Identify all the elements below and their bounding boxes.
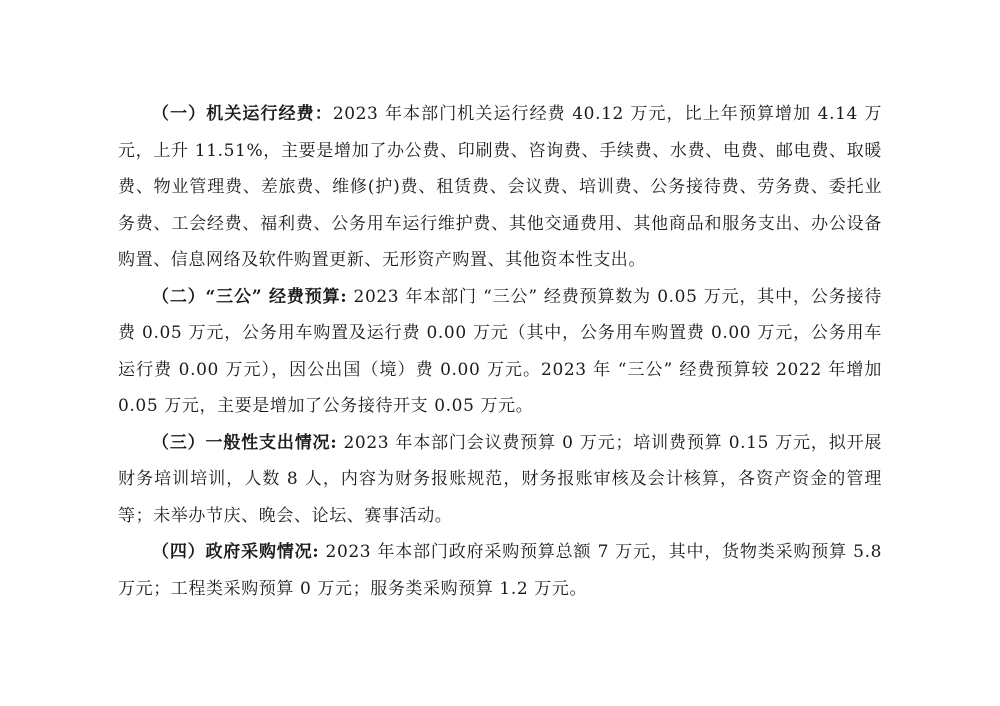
text-operating-expenses: 2023 年本部门机关运行经费 40.12 万元，比上年预算增加 4.14 万元，上升 11.51%，主要是增加了办公费、印刷费、咨询费、手续费、水费、电费、邮电费、取暖费、物业管理费、差旅费、维修(护)费、租赁费、会议费、培训费、公务接待费、劳务费、委托业务费、工会经费、福利费、公务用车运行维护费、其他交通费用、其他商品和服务支出、办公设备购置、信息网络及软件购置更新、无形资产购置、其他资本性支出。 — [118, 104, 883, 270]
paragraph-three-public-expenses — [118, 279, 882, 425]
heading-operating-expenses: （一）机关运行经费： — [152, 104, 333, 124]
text-general-expenditure: 2023 年本部门会议费预算 0 万元；培训费预算 0.15 万元，拟开展财务培训培训，人数 8 人，内容为财务报账规范，财务报账审核及会计核算，各资产资金的管理等；未举办节庆、晚会、论坛、赛事活动。 — [118, 432, 883, 526]
text-three-public-expenses: 2023 年本部门 “三公” 经费预算数为 0.05 万元，其中，公务接待费 0.05 万元，公务用车购置及运行费 0.00 万元（其中，公务用车购置费 0.00 万元，公务用车运行费 0.00 万元），因公出国（境）费 0.00 万元。2023 年 “三公” 经费预算较 2022 年增加 0.05 万元，主要是增加了公务接待开支 0.05 万元。 — [118, 286, 882, 416]
text-government-procurement: 2023 年本部门政府采购预算总额 7 万元，其中，货物类采购预算 5.8 万元；工程类采购预算 0 万元；服务类采购预算 1.2 万元。 — [118, 542, 883, 599]
paragraph-operating-expenses — [118, 96, 882, 279]
heading-general-expenditure: （三）一般性支出情况: — [152, 432, 338, 453]
heading-government-procurement: （四）政府采购情况: — [152, 542, 320, 562]
paragraph-general-expenditure — [118, 425, 882, 535]
heading-three-public-expenses: （二）“三公” 经费预算: — [152, 286, 348, 307]
paragraph-government-procurement — [118, 534, 882, 607]
document-body — [118, 96, 882, 607]
